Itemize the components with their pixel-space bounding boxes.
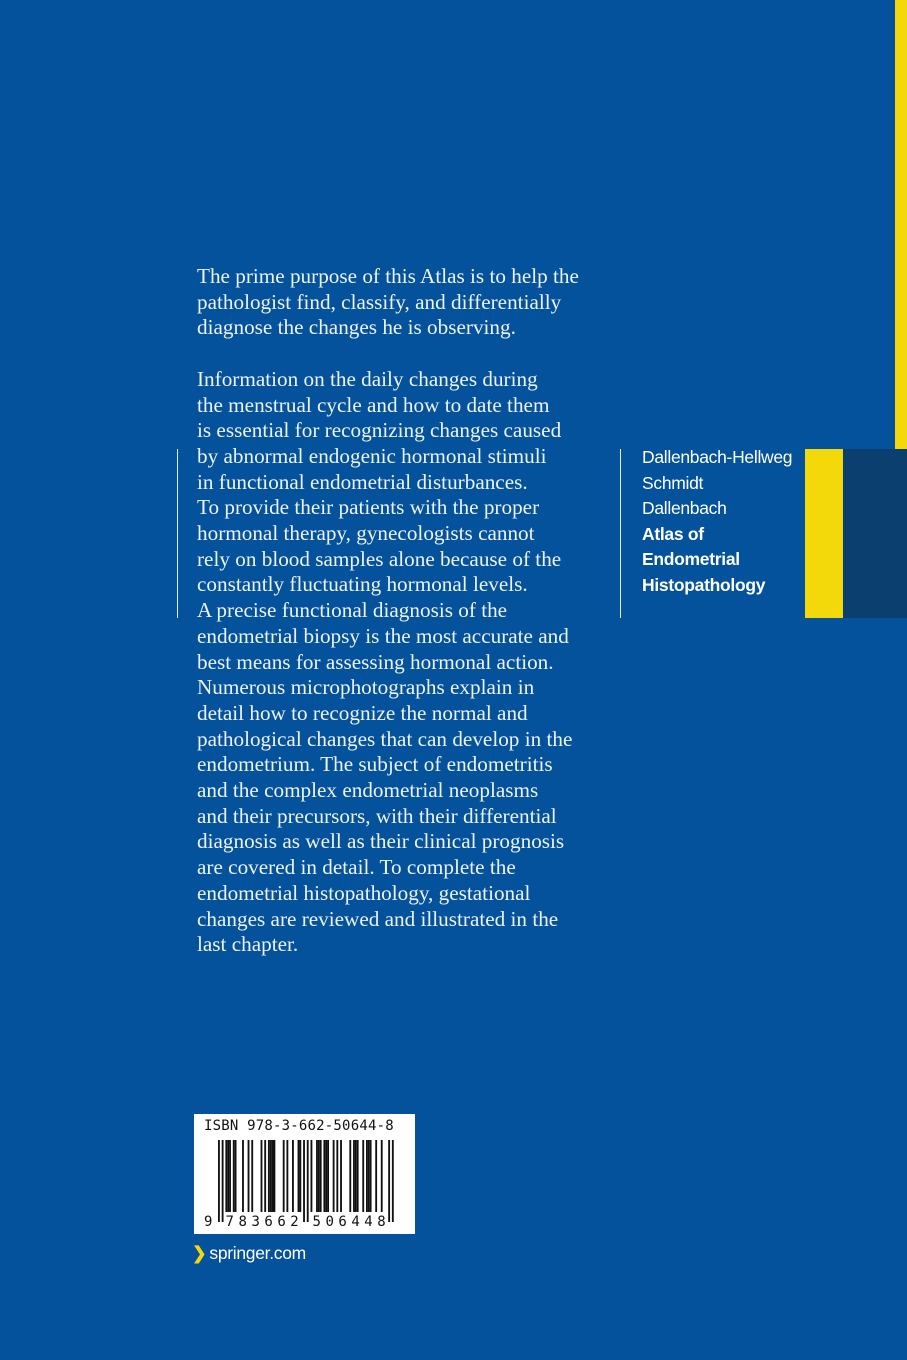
ean-digit: 6 <box>338 1214 347 1230</box>
barcode-bar <box>307 1140 309 1222</box>
publisher-url: springer.com <box>209 1243 306 1263</box>
barcode-bar <box>222 1140 224 1222</box>
isbn-label: ISBN 978-3-662-50644-8 <box>204 1118 394 1134</box>
barcode-bar <box>225 1140 227 1212</box>
author-name: Dallenbach <box>642 498 727 519</box>
blurb-paragraph-1: The prime purpose of this Atlas is to help the pathologist find, classify, and differentially diagnose the changes he is observing. <box>197 264 579 340</box>
barcode-bar <box>388 1140 390 1222</box>
barcode-bar <box>229 1140 231 1212</box>
barcode-bar <box>327 1140 329 1212</box>
chevron-right-icon: ❯ <box>192 1243 207 1263</box>
barcode-bar <box>272 1140 274 1212</box>
barcode-bar <box>370 1140 372 1212</box>
barcode-bar <box>349 1140 351 1212</box>
barcode-bar <box>366 1140 368 1212</box>
back-cover-blurb <box>197 264 617 958</box>
right-rule <box>620 449 621 618</box>
barcode-bar <box>336 1140 338 1212</box>
barcode-bar <box>248 1140 250 1212</box>
barcode-bar <box>353 1140 355 1212</box>
barcode-bar <box>316 1140 318 1212</box>
ean-digit: 5 <box>312 1214 321 1230</box>
ean-digit: 8 <box>238 1214 247 1230</box>
book-title-line: Endometrial <box>642 549 740 570</box>
publisher-link[interactable] <box>192 1243 306 1264</box>
ean-digit: 6 <box>264 1214 273 1230</box>
dark-accent-block <box>843 449 907 618</box>
ean-digit: 8 <box>377 1214 386 1230</box>
barcode-bar <box>292 1140 294 1212</box>
ean-digit: 4 <box>364 1214 373 1230</box>
book-title-line: Histopathology <box>642 574 766 595</box>
barcode-bar <box>381 1140 383 1212</box>
barcode-bar <box>320 1140 322 1212</box>
barcode-bar <box>368 1140 370 1212</box>
left-rule <box>177 449 178 618</box>
barcode-bar <box>362 1140 364 1212</box>
barcode-bar <box>286 1140 288 1212</box>
barcode-bar <box>299 1140 301 1212</box>
barcode-bar <box>392 1140 394 1222</box>
barcode-bar <box>251 1140 253 1212</box>
barcode-bar <box>283 1140 285 1212</box>
blurb-paragraph-2: Information on the daily changes during the menstrual cycle and how to date them is essential for recognizing changes caused by abnormal endogenic hormonal stimuli in functional endometrial disturbances. To provide their patients with the proper hormonal therapy, gynecologists cannot rely on blood samples alone because of the constantly fluctuating hormonal levels. A precise functional diagnosis of the endometrial biopsy is the most accurate and best means for assessing hormonal action. Numerous microphotographs explain in detail how to recognize the normal and pathological changes that can develop in the endometrium. The subject of endometritis and the complex endometrial neoplasms and their precursors, with their differential diagnosis as well as their clinical prognosis are covered in detail. To complete the endometrial histopathology, gestational changes are reviewed and illustrated in the last chapter. <box>197 366 573 957</box>
barcode-bar <box>274 1140 276 1212</box>
barcode-bar <box>298 1140 300 1212</box>
yellow-edge-stripe <box>895 0 907 450</box>
barcode-bar <box>303 1140 305 1222</box>
ean-digit: 2 <box>290 1214 299 1230</box>
ean-digits <box>194 1214 415 1232</box>
ean-digit: 6 <box>277 1214 286 1230</box>
ean-digit: 0 <box>325 1214 334 1230</box>
barcode-bar <box>268 1140 270 1212</box>
barcode-bar <box>355 1140 357 1212</box>
author-name: Dallenbach-Hellweg <box>642 447 793 467</box>
barcode-bar <box>235 1140 237 1212</box>
isbn-barcode <box>194 1114 415 1234</box>
barcode-bar <box>218 1140 220 1222</box>
author-name: Schmidt <box>642 472 704 493</box>
barcode-bar <box>264 1140 266 1212</box>
yellow-accent-block <box>805 449 843 618</box>
book-title-line: Atlas of <box>642 523 704 544</box>
author-and-title-block <box>642 445 802 599</box>
barcode-bar <box>242 1140 244 1212</box>
barcode-bar <box>323 1140 325 1212</box>
ean-digit: 4 <box>351 1214 360 1230</box>
barcode-bar <box>318 1140 320 1212</box>
barcode-bar <box>375 1140 377 1212</box>
ean-digit: 7 <box>225 1214 234 1230</box>
ean-digit: 9 <box>204 1214 213 1230</box>
barcode-bar <box>311 1140 313 1212</box>
barcode-bar <box>340 1140 342 1212</box>
barcode-bar <box>233 1140 235 1212</box>
barcode-bar <box>227 1140 229 1212</box>
barcode-bar <box>333 1140 335 1212</box>
barcode-bar <box>357 1140 359 1212</box>
barcode-bar <box>270 1140 272 1212</box>
barcode-bar <box>261 1140 263 1212</box>
ean-digit: 3 <box>251 1214 260 1230</box>
barcode-bar <box>325 1140 327 1212</box>
